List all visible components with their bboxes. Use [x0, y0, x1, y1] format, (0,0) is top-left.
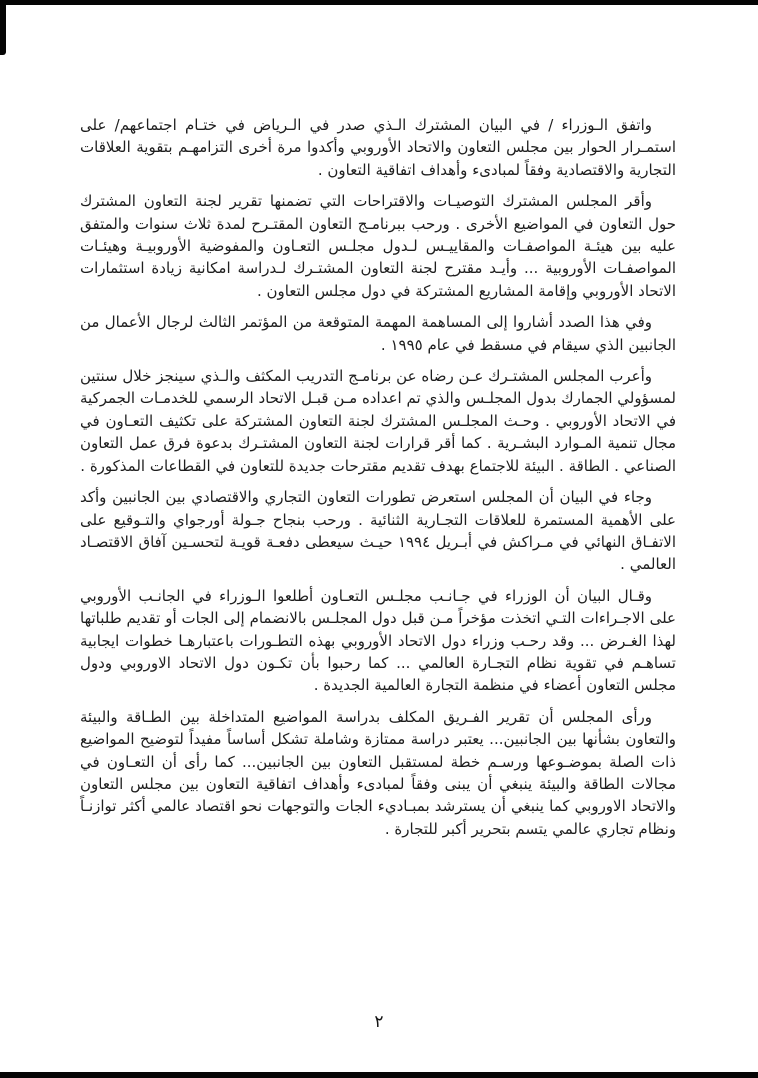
paragraph-6: وقـال البيان أن الوزراء في جـانـب مجلـس التعـاون أطلعوا الـوزراء في الجانـب الأوروبي على الاجـراءات التـي اتخذت مؤخراً مـن قبل دول المجلـس بالانضمام إلى الجات أو تقديم طلباتها لهذا الغـرض ... وقد رحـب وزراء دول الاتحاد الأوروبي بهذه التطـورات باعتبارهـا خطوات ايجابية تساهـم في تقوية نظام التجـارة العالمي ... كما رحبوا بأن تكـون دول الاتحاد الاوروبي ودول مجلس التعاون أعضاء في منظمة التجارة العالمية الجديدة .: [80, 586, 676, 695]
paragraph-4: وأعرب المجلس المشتـرك عـن رضاه عن برنامـج التدريب المكثف والـذي سينجز خلال سنتين لمسؤولي الجمارك بدول المجلـس والذي تم اعداده مـن قبـل الاتحاد الرسمي للخدمـات الجمركية في الاتحاد الأوروبي . وحـث المجلـس المشترك لجنة التعاون المشتركة على تكثيف التعـاون في مجال تنمية المـوارد البشـرية . كما أقر قرارات لجنة التعاون المشتـرك بدعوة فرق عمل التعاون الصناعي . الطاقة . البيئة للاجتماع بهدف تقديم مقترحات جديدة للتعاون في القطاعات المذكورة .: [80, 367, 676, 475]
scan-artifact-top-edge: [0, 0, 758, 5]
paragraph-3: وفي هذا الصدد أشاروا إلى المساهمة المهمة المتوقعة من المؤتمر الثالث لرجال الأعمال من الجانبين الذي سيقام في مسقط في عام ١٩٩٥ .: [80, 313, 676, 354]
scan-artifact-bottom-edge: [0, 1072, 758, 1078]
scan-artifact-left-mark: [0, 3, 6, 55]
paragraph-7: ورأى المجلس أن تقرير الفـريق المكلف بدراسة المواضيع المتداخلة بين الطـاقة والبيئة والتعاون بشأنها بين الجانبين... يعتبر دراسة ممتازة وشاملة تشكل أساساً مفيداً لتوضيح المواضيع ذات الصلة بموضـوعها ورسـم خطة لمستقبل التعاون بين الجانبين... كما رأى أن التعـاون في مجالات الطاقة والبيئة ينبغي أن يبنى وفقاً لمبادىء وأهداف اتفاقية التعاون بين مجلس التعاون والاتحاد الاوروبي كما ينبغي أن يسترشد بمبـاديء الجات والتوجهات نحو اقتصاد عالمي أكثر توازنـاً ونظام تجاري عالمي يتسم بتحرير أكبر للتجارة .: [80, 707, 676, 838]
body-text: [80, 114, 676, 849]
paragraph-5: وجاء في البيان أن المجلس استعرض تطورات التعاون التجاري والاقتصادي بين الجانبين وأكد على الأهمية المستمرة للعلاقات التجـارية الثنائية . ورحب بنجاح جـولة أورجواي والتـوقيع على الاتفـاق النهائي في مـراكش في أبـريل ١٩٩٤ حيـث سيعطى دفعـة قويـة لتحسـين آفاق الاقتصـاد العالمي .: [80, 488, 677, 574]
page-number: ٢: [374, 1012, 384, 1032]
paragraph-2: وأقر المجلس المشترك التوصيـات والاقتراحات التي تضمنها تقرير لجنة التعاون المشترك حول التعاون في المواضيع الأخرى . ورحب ببرنامـج التعاون المقتـرح لمدة ثلاث سنوات والمتفق عليه بين هيئـة المواصفـات والمقاييـس لـدول مجلـس التعـاون والمفوضية الأوروبيـة وهيئـات المواصفـات الأوروبية ... وأيـد مقترح لجنة التعاون المشتـرك لـدراسة امكانية زيادة استثمارات الاتحاد الأوروبي وإقامة المشاريع المشتركة في دول مجلس التعاون .: [80, 192, 676, 300]
paragraph-1: واتفق الـوزراء / في البيان المشترك الـذي صدر في الـرياض في ختـام اجتماعهم/ على استمـرار الحوار بين مجلس التعاون والاتحاد الأوروبي وأكدوا مرة أخرى التزامهـم بتقوية العلاقات التجارية والاقتصادية وفقاً لمبادىء وأهداف اتفاقية التعاون .: [80, 116, 676, 179]
